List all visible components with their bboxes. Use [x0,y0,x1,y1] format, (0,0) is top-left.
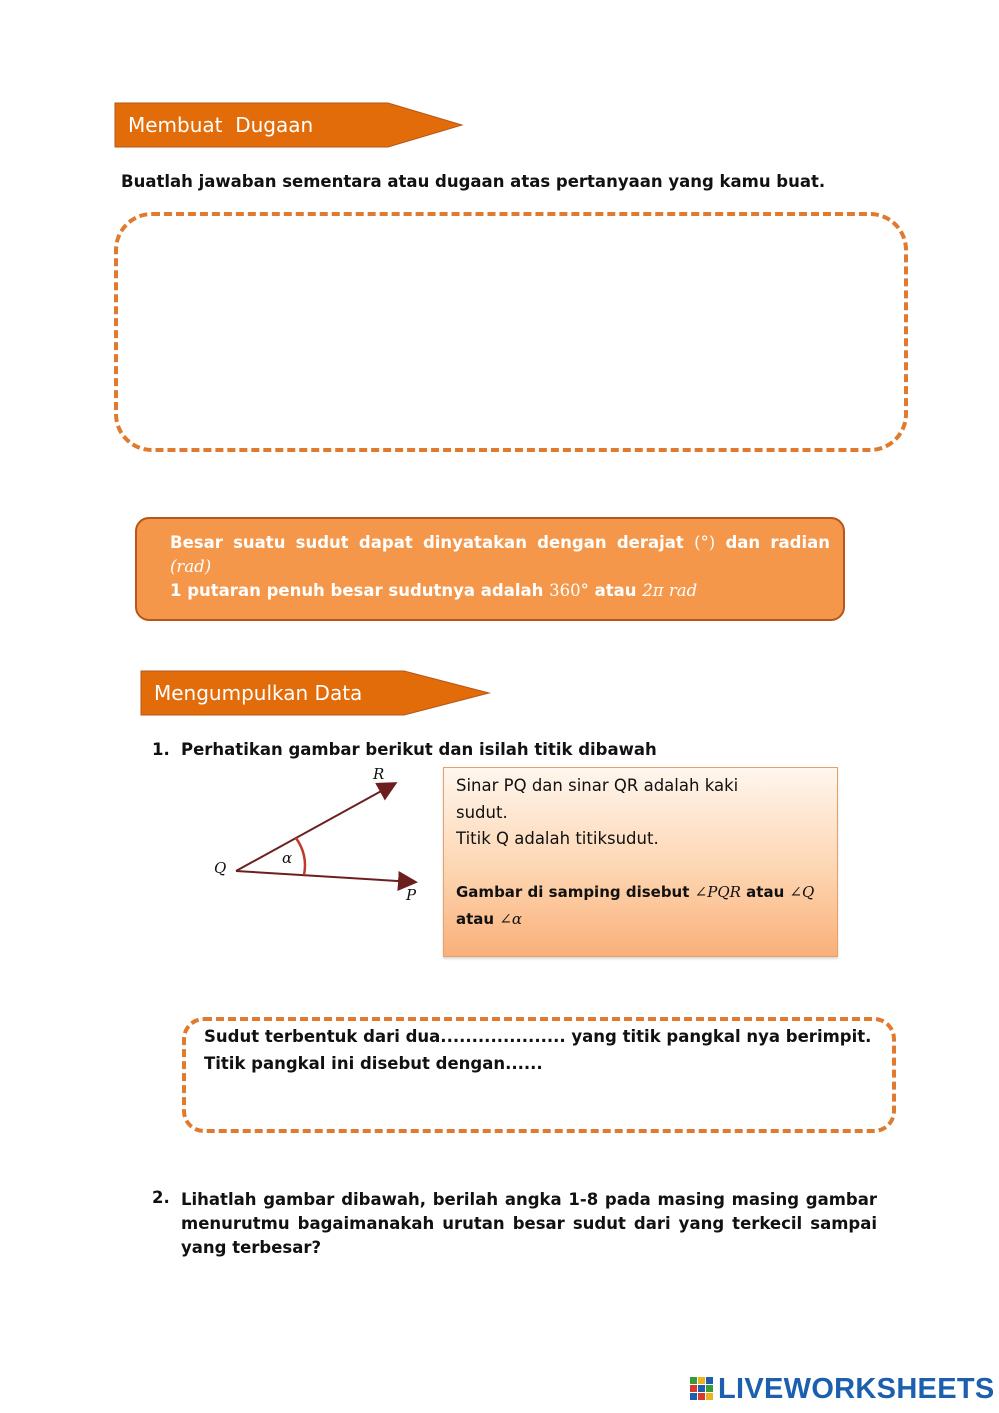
rad-symbol: (rad) [170,557,212,576]
info-line-1 [170,533,830,552]
logo-text: LIVEWORKSHEETS [718,1373,995,1405]
definition-line: Titik Q adalah titiksudut. [456,829,659,848]
definition-text: atau [456,910,495,928]
angle-pqr-symbol: ∠PQR [694,883,741,901]
angle-q-symbol: ∠Q [789,883,815,901]
info-line-2 [170,581,697,600]
radian-value: 2π rad [642,581,698,600]
info-text: 1 putaran penuh besar sudutnya adalah [170,581,544,600]
degree-symbol: (°) [694,533,716,552]
label-r: R [373,765,385,783]
label-q: Q [214,859,227,877]
question-text: Perhatikan gambar berikut dan isilah titik dibawah [181,740,657,759]
ray-qp [236,871,414,882]
section-title: Membuat Dugaan [128,113,314,137]
section-title: Mengumpulkan Data [154,681,363,705]
definition-line [456,883,814,901]
logo-blocks-icon [690,1376,714,1404]
definition-line [456,910,522,928]
hypothesis-instruction: Buatlah jawaban sementara atau dugaan atas pertanyaan yang kamu buat. [121,172,826,191]
angle-diagram [200,760,440,910]
section-header-membuat-dugaan [114,102,464,148]
definition-box [443,767,838,957]
info-text: Besar suatu sudut dapat dinyatakan dengan derajat [170,533,684,552]
angle-alpha-symbol: ∠α [499,910,523,928]
hypothesis-answer-box[interactable] [114,212,908,452]
definition-text: atau [746,883,785,901]
question-number: 2. [152,1188,170,1207]
fill-in-line: Titik pangkal ini disebut dengan...... [204,1054,543,1073]
label-alpha: α [282,849,293,867]
question-text: Lihatlah gambar dibawah, berilah angka 1-8 pada masing masing gambar menurutmu bagaimanakah urutan besar sudut dari yang terkecil sampai yang terbesar? [181,1190,877,1257]
ray-qr [236,784,394,871]
label-p: P [406,886,417,904]
definition-text: Gambar di samping disebut [456,883,690,901]
info-text: atau [594,581,637,600]
angle-arc [296,838,305,875]
fill-in-line: Sudut terbentuk dari dua.................... yang titik pangkal nya berimpit. [204,1027,872,1046]
angle-info-box [135,517,845,621]
section-header-mengumpulkan-data [140,670,492,716]
definition-line: sudut. [456,803,508,822]
definition-line: Sinar PQ dan sinar QR adalah kaki [456,776,739,795]
info-text: dan radian [725,533,830,552]
degree-value: 360° [549,581,589,600]
question-number: 1. [152,740,170,759]
